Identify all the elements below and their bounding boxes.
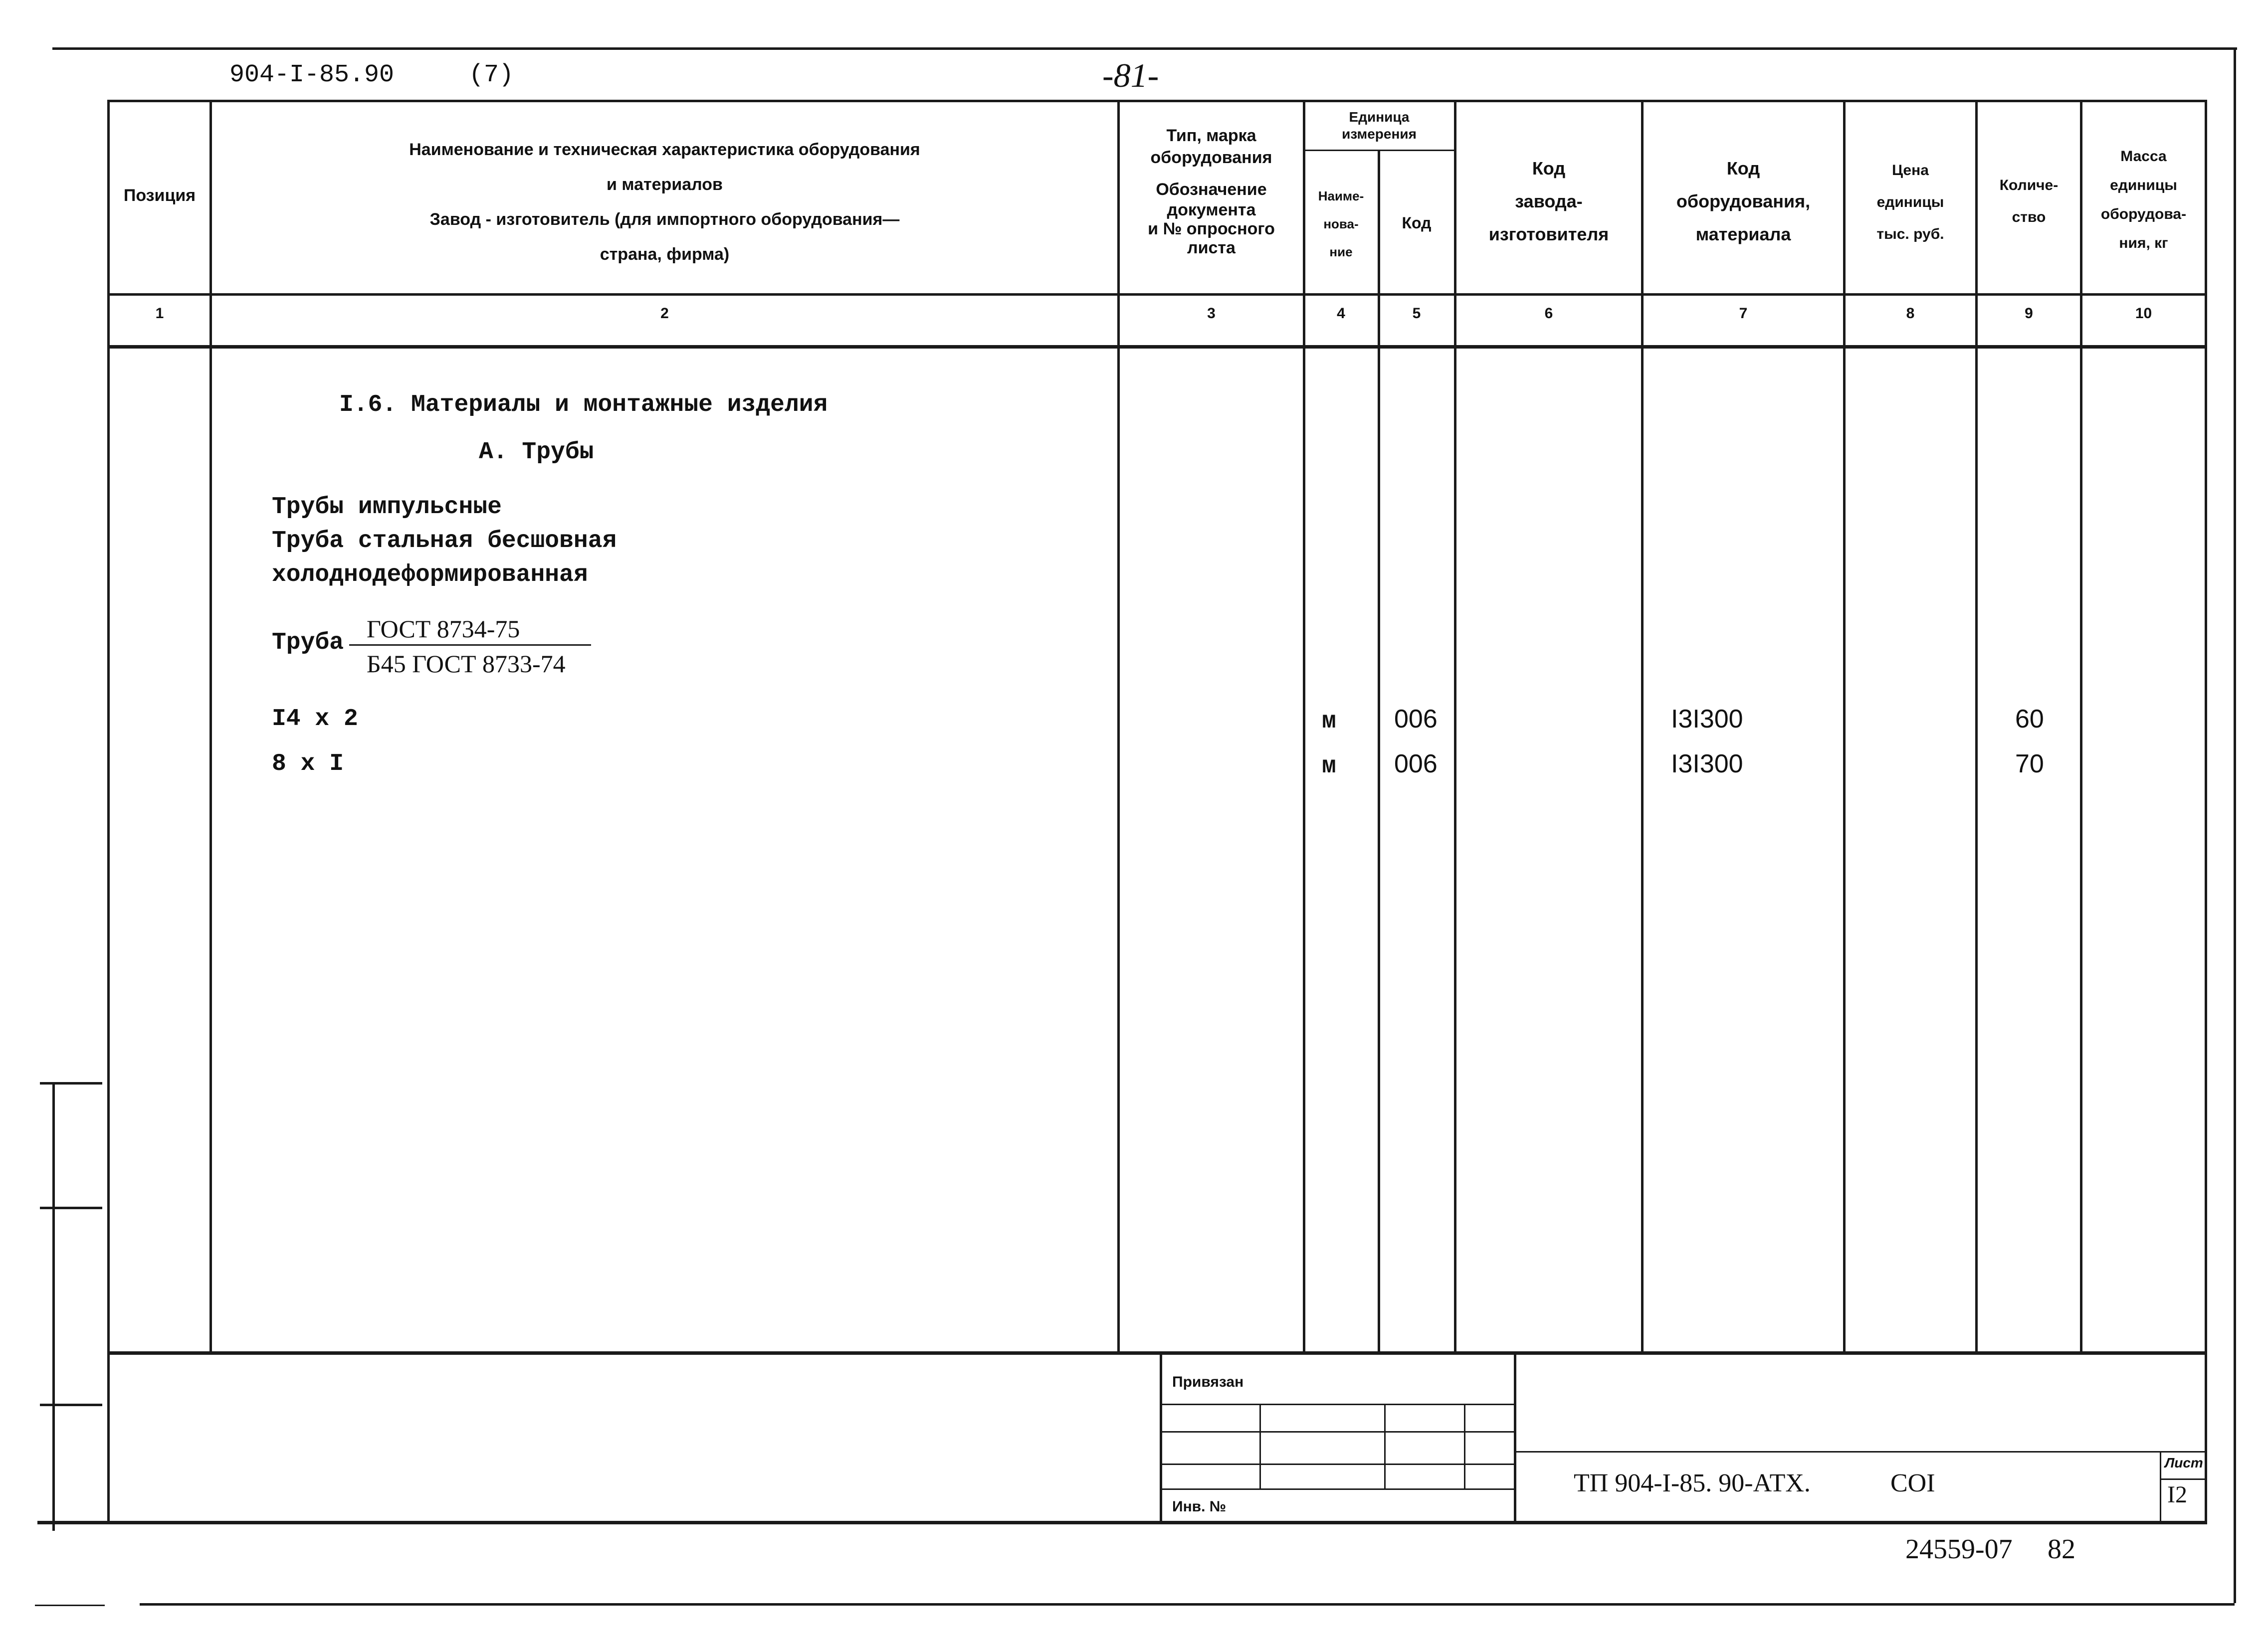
page-mark: -81- <box>1102 56 1159 94</box>
row-1-unit-code: 006 <box>1394 705 1438 733</box>
header-mass: Масса единицы оборудова- ния, кг <box>2100 148 2187 251</box>
margin-box-left-line <box>52 1082 55 1531</box>
stamp-inv: Инв. № <box>1172 1498 1227 1515</box>
header-unit-code: Код <box>1402 214 1432 232</box>
stamp-sheet-box-line <box>2160 1451 2161 1523</box>
row-1-unit: м <box>1322 708 1336 735</box>
row-2-material-code: I3I300 <box>1671 749 1743 778</box>
col-sep-2 <box>1117 100 1120 1354</box>
fraction-top: ГОСТ 8734-75 <box>367 615 520 643</box>
margin-box-line-2 <box>40 1207 102 1209</box>
stamp-row-line-2 <box>1160 1431 1514 1433</box>
header-position: Позиция <box>123 186 196 205</box>
stamp-code: COI <box>1890 1469 1935 1497</box>
archive-number: 24559-07 <box>1905 1534 2013 1565</box>
header-factory-code: Код завода- изготовителя <box>1488 158 1609 244</box>
frame-bottom-line <box>140 1603 2235 1606</box>
stamp-row-line-1 <box>1160 1404 1514 1405</box>
col-sep-9 <box>2080 100 2082 1354</box>
table-top-line <box>107 100 2207 102</box>
text-line-3: холоднодеформированная <box>272 561 588 588</box>
colnum-3: 3 <box>1207 305 1216 322</box>
header-divider-line <box>107 293 2207 296</box>
colnum-6: 6 <box>1544 305 1553 322</box>
row-1-size: I4 x 2 <box>272 706 358 733</box>
header-name: Наименование и техническая характеристика оборудования и материалов Завод - изготовитель (для импортного оборудования— страна, фирма) <box>409 140 920 264</box>
colnum-7: 7 <box>1739 305 1748 322</box>
stamp-privyazan: Привязан <box>1172 1374 1244 1390</box>
colnum-4: 4 <box>1337 305 1345 322</box>
frame-top-line <box>52 47 2237 50</box>
stamp-row-line-4 <box>1160 1488 1514 1490</box>
fraction-line <box>349 644 591 646</box>
sheet-paren: (7) <box>469 61 514 89</box>
subsection-title: А. Трубы <box>479 439 594 466</box>
row-2-unit: м <box>1322 753 1336 780</box>
row-1-qty: 60 <box>2015 705 2044 733</box>
stamp-title-top-line <box>1514 1451 2205 1453</box>
row-1-material-code: I3I300 <box>1671 705 1743 733</box>
colnum-2: 2 <box>660 305 669 322</box>
colnum-1: 1 <box>155 305 164 322</box>
pipe-label: Труба <box>272 629 344 656</box>
col-sep-1 <box>209 100 212 1354</box>
table-right-line <box>2205 100 2207 1521</box>
stamp-designation: ТП 904-I-85. 90-АТХ. <box>1574 1469 1811 1497</box>
col-sep-4 <box>1378 150 1380 1354</box>
frame-right-line <box>2234 47 2236 1603</box>
stamp-sheet-label-line <box>2160 1478 2205 1480</box>
margin-box-line-3 <box>40 1404 102 1406</box>
row-2-size: 8 x I <box>272 750 344 777</box>
section-title: I.6. Материалы и монтажные изделия <box>339 391 828 418</box>
text-line-2: Труба стальная бесшовная <box>272 528 617 554</box>
document-code: 904-I-85.90 <box>229 61 395 89</box>
header-material-code: Код оборудования, материала <box>1676 158 1811 244</box>
bottom-page-number: 82 <box>2048 1534 2075 1565</box>
row-2-unit-code: 006 <box>1394 749 1438 778</box>
stamp-mid-line <box>1514 1354 1516 1523</box>
header-quantity: Количе- ство <box>1999 177 2059 225</box>
col-sep-6 <box>1641 100 1644 1354</box>
col-sep-7 <box>1843 100 1846 1354</box>
frame-bottom-left-stub <box>35 1605 105 1606</box>
stamp-left-line <box>1160 1354 1162 1523</box>
margin-box-line-1 <box>40 1082 102 1085</box>
col-sep-5 <box>1454 100 1456 1354</box>
stamp-col-line-1 <box>1259 1404 1261 1488</box>
column-number-divider <box>107 345 2207 349</box>
header-unit-group: Единица измерения <box>1342 109 1417 142</box>
colnum-5: 5 <box>1412 305 1421 322</box>
stamp-row-line-3 <box>1160 1464 1514 1465</box>
stamp-bottom-line <box>37 1521 2207 1524</box>
stamp-sheet-label: Лист <box>2165 1455 2203 1470</box>
text-line-1: Трубы импульсные <box>272 494 502 521</box>
colnum-10: 10 <box>2135 305 2152 322</box>
col-sep-3 <box>1303 100 1305 1354</box>
colnum-8: 8 <box>1906 305 1915 322</box>
row-2-qty: 70 <box>2015 749 2044 778</box>
unit-group-line <box>1303 150 1454 151</box>
stamp-sheet-number: I2 <box>2167 1481 2187 1508</box>
header-price: Цена единицы тыс. руб. <box>1876 162 1944 242</box>
table-bottom-line <box>107 1351 2207 1355</box>
colnum-9: 9 <box>2025 305 2033 322</box>
stamp-col-line-3 <box>1464 1404 1465 1488</box>
col-sep-8 <box>1975 100 1978 1354</box>
fraction-bottom: Б45 ГОСТ 8733-74 <box>367 650 566 678</box>
stamp-col-line-2 <box>1384 1404 1386 1488</box>
header-type: Тип, марка оборудования Обозначение документа и № опросного листа <box>1148 126 1275 257</box>
header-unit-name: Наиме- нова- ние <box>1318 188 1364 259</box>
